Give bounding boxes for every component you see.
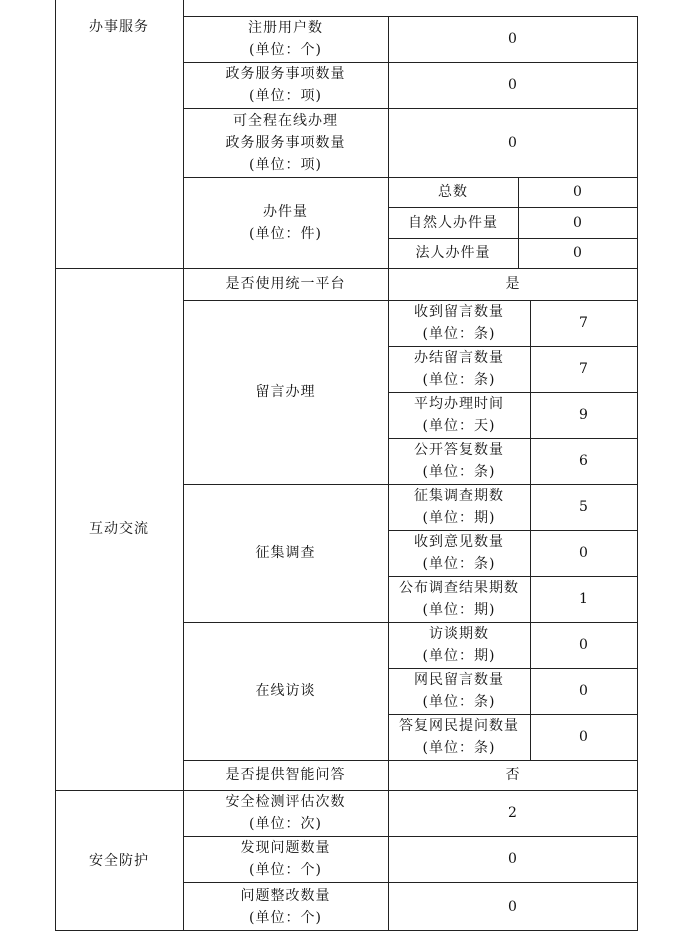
- survey-periods-label: 征集调查期数 (单位：期): [414, 488, 504, 526]
- messages-public-value: 6: [579, 453, 589, 469]
- grid-line: [183, 836, 638, 837]
- volume-label: 办件量 (单位：件): [249, 203, 322, 242]
- fixed-issues-value: 0: [508, 898, 518, 915]
- volume-natural-value: 0: [573, 214, 583, 231]
- grid-line: [183, 62, 638, 63]
- interview-netizen-value: 0: [579, 683, 589, 699]
- grid-line: [55, 790, 638, 791]
- grid-line: [388, 576, 638, 577]
- messages-public-label: 公开答复数量 (单位：条): [414, 442, 504, 480]
- messages-avg-time-label: 平均办理时间 (单位：天): [414, 396, 504, 434]
- survey-results-label: 公布调查结果期数 (单位：期): [399, 580, 519, 618]
- messages-avg-time-value: 9: [579, 407, 589, 423]
- section-label-interaction: 互动交流: [89, 521, 149, 537]
- grid-line: [388, 238, 638, 239]
- service-items-value: 0: [508, 77, 518, 93]
- messages-label: 留言办理: [255, 384, 316, 400]
- grid-line: [388, 714, 638, 715]
- grid-line: [183, 300, 638, 301]
- interview-label: 在线访谈: [255, 683, 316, 699]
- found-issues-value: 0: [508, 851, 518, 867]
- service-items-label: 政务服务事项数量 (单位：项): [225, 66, 346, 104]
- volume-total-value: 0: [573, 184, 583, 200]
- survey-opinions-label: 收到意见数量 (单位：条): [414, 534, 504, 572]
- interview-answers-label: 答复网民提问数量 (单位：条): [399, 718, 519, 756]
- grid-line: [518, 177, 519, 268]
- survey-results-value: 1: [579, 591, 589, 607]
- assessments-label: 安全检测评估次数 (单位：次): [225, 794, 346, 832]
- online-items-label: 可全程在线办理 政务服务事项数量 (单位：项): [225, 112, 346, 173]
- interview-netizen-label: 网民留言数量 (单位：条): [414, 672, 504, 710]
- grid-line: [388, 16, 389, 931]
- registered-users-label: 注册用户数 (单位：个): [248, 20, 323, 58]
- smart-qa-value: 否: [505, 767, 521, 783]
- grid-line: [388, 346, 638, 347]
- survey-opinions-value: 0: [579, 545, 589, 561]
- grid-line: [183, 622, 638, 623]
- assessments-value: 2: [508, 805, 518, 821]
- online-items-value: 0: [508, 134, 518, 151]
- interview-periods-value: 0: [579, 637, 589, 653]
- grid-line: [637, 16, 638, 931]
- platform-value: 是: [505, 276, 521, 292]
- messages-handled-label: 办结留言数量 (单位：条): [414, 350, 504, 388]
- grid-line: [183, 760, 638, 761]
- registered-users-value: 0: [508, 31, 518, 47]
- platform-label: 是否使用统一平台: [225, 276, 346, 292]
- messages-received-value: 7: [579, 315, 589, 331]
- grid-line: [55, 930, 638, 931]
- found-issues-label: 发现问题数量 (单位：个): [240, 840, 331, 878]
- smart-qa-label: 是否提供智能问答: [225, 767, 346, 783]
- grid-line: [183, 882, 638, 883]
- grid-line: [388, 530, 638, 531]
- grid-line: [388, 438, 638, 439]
- grid-line: [183, 484, 638, 485]
- interview-answers-value: 0: [579, 729, 589, 745]
- survey-periods-value: 5: [579, 499, 589, 515]
- volume-legal-value: 0: [573, 245, 583, 261]
- grid-line: [388, 207, 638, 208]
- grid-line: [388, 392, 638, 393]
- grid-line: [183, 108, 638, 109]
- grid-line: [55, 0, 56, 931]
- messages-received-label: 收到留言数量 (单位：条): [414, 304, 504, 342]
- section-label-service: 办事服务: [89, 19, 149, 35]
- survey-label: 征集调查: [255, 545, 316, 561]
- volume-natural-label: 自然人办件量: [408, 214, 498, 231]
- grid-line: [183, 16, 638, 17]
- grid-line: [183, 0, 184, 931]
- grid-line: [183, 177, 638, 178]
- fixed-issues-label: 问题整改数量 (单位：个): [240, 887, 331, 926]
- volume-legal-label: 法人办件量: [415, 245, 491, 261]
- interview-periods-label: 访谈期数 (单位：期): [422, 626, 496, 664]
- messages-handled-value: 7: [579, 361, 589, 377]
- grid-line: [388, 668, 638, 669]
- volume-total-label: 总数: [438, 184, 468, 200]
- section-label-security: 安全防护: [89, 852, 149, 869]
- grid-line: [55, 268, 638, 269]
